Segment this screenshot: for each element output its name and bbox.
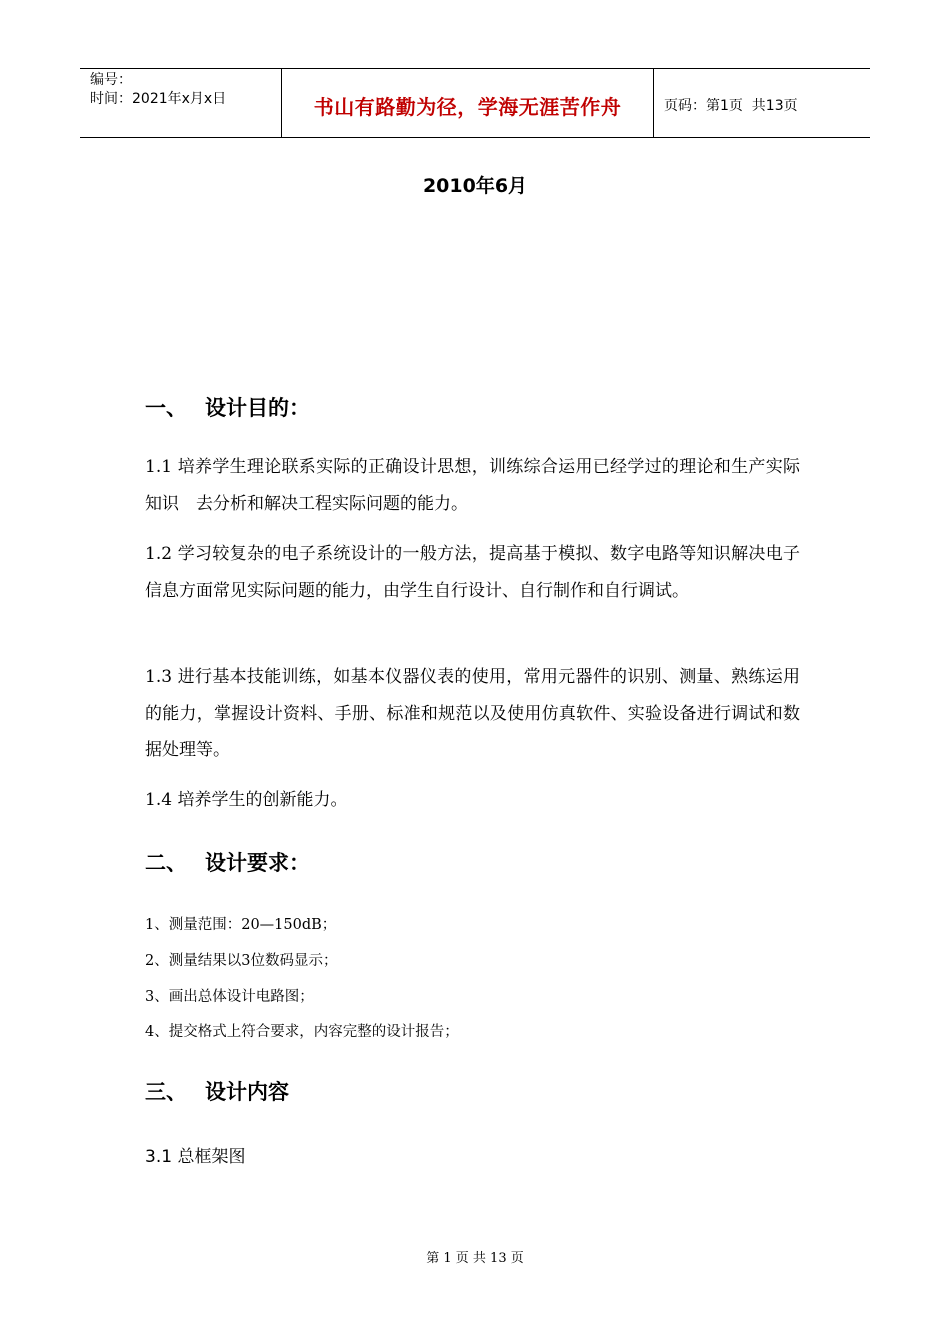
section-heading-3: [145, 1076, 289, 1106]
section-heading-1: [145, 392, 310, 422]
header-page-info: 页码：第1页 共13页: [664, 98, 798, 114]
paragraph-1-4: 1.4 培养学生的创新能力。: [145, 790, 348, 810]
number-label: 编号：: [90, 72, 132, 88]
time-label: 时间：2021年x月x日: [90, 91, 227, 107]
subsection-heading: 3.1 总框架图: [145, 1147, 246, 1167]
date-line: 2010年6月: [422, 175, 528, 197]
section-number: 三、: [145, 1080, 187, 1104]
requirement-item-2: 2、测量结果以3位数码显示；: [145, 953, 338, 969]
section-title: 设计要求：: [205, 851, 310, 875]
section-number: 一、: [145, 396, 187, 420]
paragraph-1-2: 1.2 学习较复杂的电子系统设计的一般方法，提高基于模拟、数字电路等知识解决电子信息方面常见实际问题的能力，由学生自行设计、自行制作和自行调试。: [145, 544, 800, 601]
section-title: 设计内容: [205, 1080, 289, 1104]
requirement-item-4: 4、提交格式上符合要求，内容完整的设计报告；: [145, 1024, 459, 1040]
page-header: [80, 68, 870, 138]
header-meta: [80, 69, 282, 137]
page-footer: 第 1 页 共 13 页: [426, 1251, 524, 1266]
requirement-item-3: 3、画出总体设计电路图；: [145, 989, 314, 1005]
section-heading-2: [145, 847, 310, 877]
paragraph-1-3: 1.3 进行基本技能训练，如基本仪器仪表的使用，常用元器件的识别、测量、熟练运用的能力，掌握设计资料、手册、标准和规范以及使用仿真软件、实验设备进行调试和数据处理等。: [145, 667, 800, 760]
section-title: 设计目的：: [205, 396, 310, 420]
section-number: 二、: [145, 851, 187, 875]
requirement-item-1: 1、测量范围：20—150dB；: [145, 917, 337, 933]
header-motto: 书山有路勤为径，学海无涯苦作舟: [282, 69, 654, 137]
paragraph-1-1: 1.1 培养学生理论联系实际的正确设计思想，训练综合运用已经学过的理论和生产实际知识 去分析和解决工程实际问题的能力。: [145, 457, 800, 514]
